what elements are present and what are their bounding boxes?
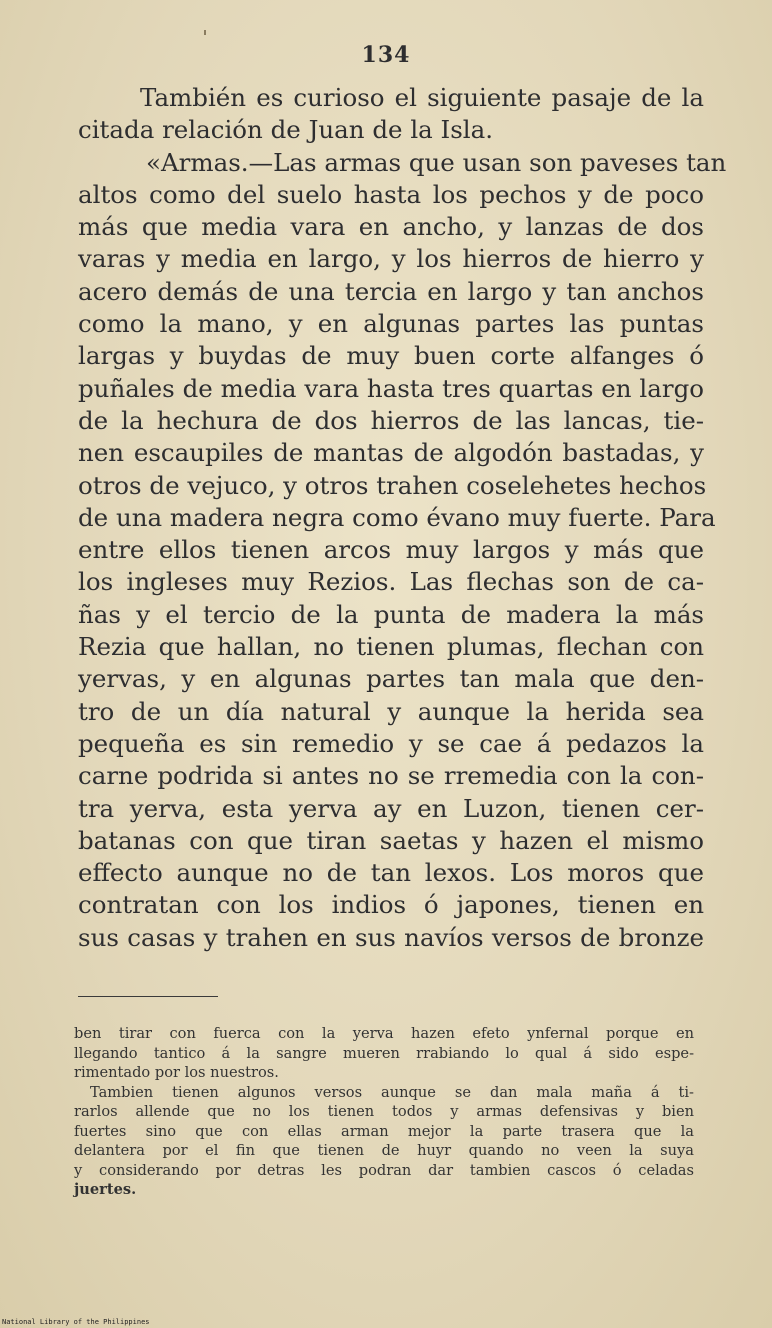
text-line: Rezia que hallan, no tienen plumas, flechan con	[78, 632, 704, 662]
text-line: effecto aunque no de tan lexos. Los moros que	[78, 858, 704, 888]
footnotes	[74, 1024, 694, 1200]
paper-speck	[204, 30, 206, 35]
text-line: sus casas y trahen en sus navíos versos de bronze	[78, 922, 704, 952]
text-line: «Armas.—Las armas que usan son paveses tan	[146, 147, 727, 177]
footnote-line: llegando tantico á la sangre mueren rrabiando lo qual á sido espe-	[74, 1044, 694, 1062]
text-line: puñales de media vara hasta tres quartas en largo	[78, 373, 704, 403]
footnote-line: Tambien tienen algunos versos aunque se dan mala maña á ti-	[90, 1083, 694, 1101]
text-line: los ingleses muy Rezios. Las flechas son de ca-	[78, 567, 704, 597]
text-line: acero demás de una tercia en largo y tan anchos	[78, 276, 704, 306]
footnote-line: fuertes sino que con ellas arman mejor la parte trasera que la	[74, 1122, 694, 1140]
text-line: pequeña es sin remedio y se cae á pedazos la	[78, 728, 704, 758]
footnote-line: rarlos allende que no los tienen todos y armas defensivas y bien	[74, 1103, 694, 1120]
text-line: altos como del suelo hasta los pechos y de poco	[78, 179, 704, 209]
footnote-line: juertes.	[74, 1181, 137, 1198]
text-line: largas y buydas de muy buen corte alfanges ó	[78, 341, 704, 371]
main-text	[78, 82, 727, 954]
text-line: nen escaupiles de mantas de algodón bastadas, y	[78, 438, 704, 468]
text-line: tro de un día natural y aunque la herida sea	[78, 696, 704, 726]
text-line: de una madera negra como évano muy fuerte. Para	[78, 502, 716, 532]
text-line: otros de vejuco, y otros trahen coselehetes hechos	[78, 470, 707, 500]
text-line: También es curioso el siguiente pasaje de la	[140, 83, 704, 112]
text-line: carne podrida si antes no se rremedia con la con-	[78, 761, 704, 791]
footnote-divider	[78, 996, 218, 997]
library-credit: National Library of the Philippines	[2, 1318, 150, 1326]
text-line: más que media vara en ancho, y lanzas de dos	[78, 212, 704, 242]
footnote-line: delantera por el fin que tienen de huyr quando no veen la suya	[74, 1142, 694, 1159]
text-line: ñas y el tercio de la punta de madera la más	[78, 599, 704, 629]
page-number: 134	[361, 42, 411, 68]
text-line: de la hechura de dos hierros de las lancas, tie-	[78, 405, 704, 435]
footnote-line: ben tirar con fuerca con la yerva hazen efeto ynfernal porque en	[74, 1025, 694, 1042]
footnote-line: rimentado por los nuestros.	[74, 1064, 279, 1081]
text-line: citada relación de Juan de la Isla.	[78, 115, 494, 145]
text-line: entre ellos tienen arcos muy largos y más que	[78, 535, 704, 565]
text-line: yervas, y en algunas partes tan mala que den-	[78, 664, 704, 694]
text-line: tra yerva, esta yerva ay en Luzon, tienen cer-	[78, 793, 704, 823]
text-line: contratan con los indios ó japones, tienen en	[78, 890, 704, 920]
text-line: como la mano, y en algunas partes las puntas	[78, 309, 704, 339]
footnote-line: y considerando por detras les podran dar tambien cascos ó celadas	[74, 1161, 694, 1179]
text-line: varas y media en largo, y los hierros de hierro y	[78, 244, 704, 274]
text-line: batanas con que tiran saetas y hazen el mismo	[78, 825, 704, 855]
